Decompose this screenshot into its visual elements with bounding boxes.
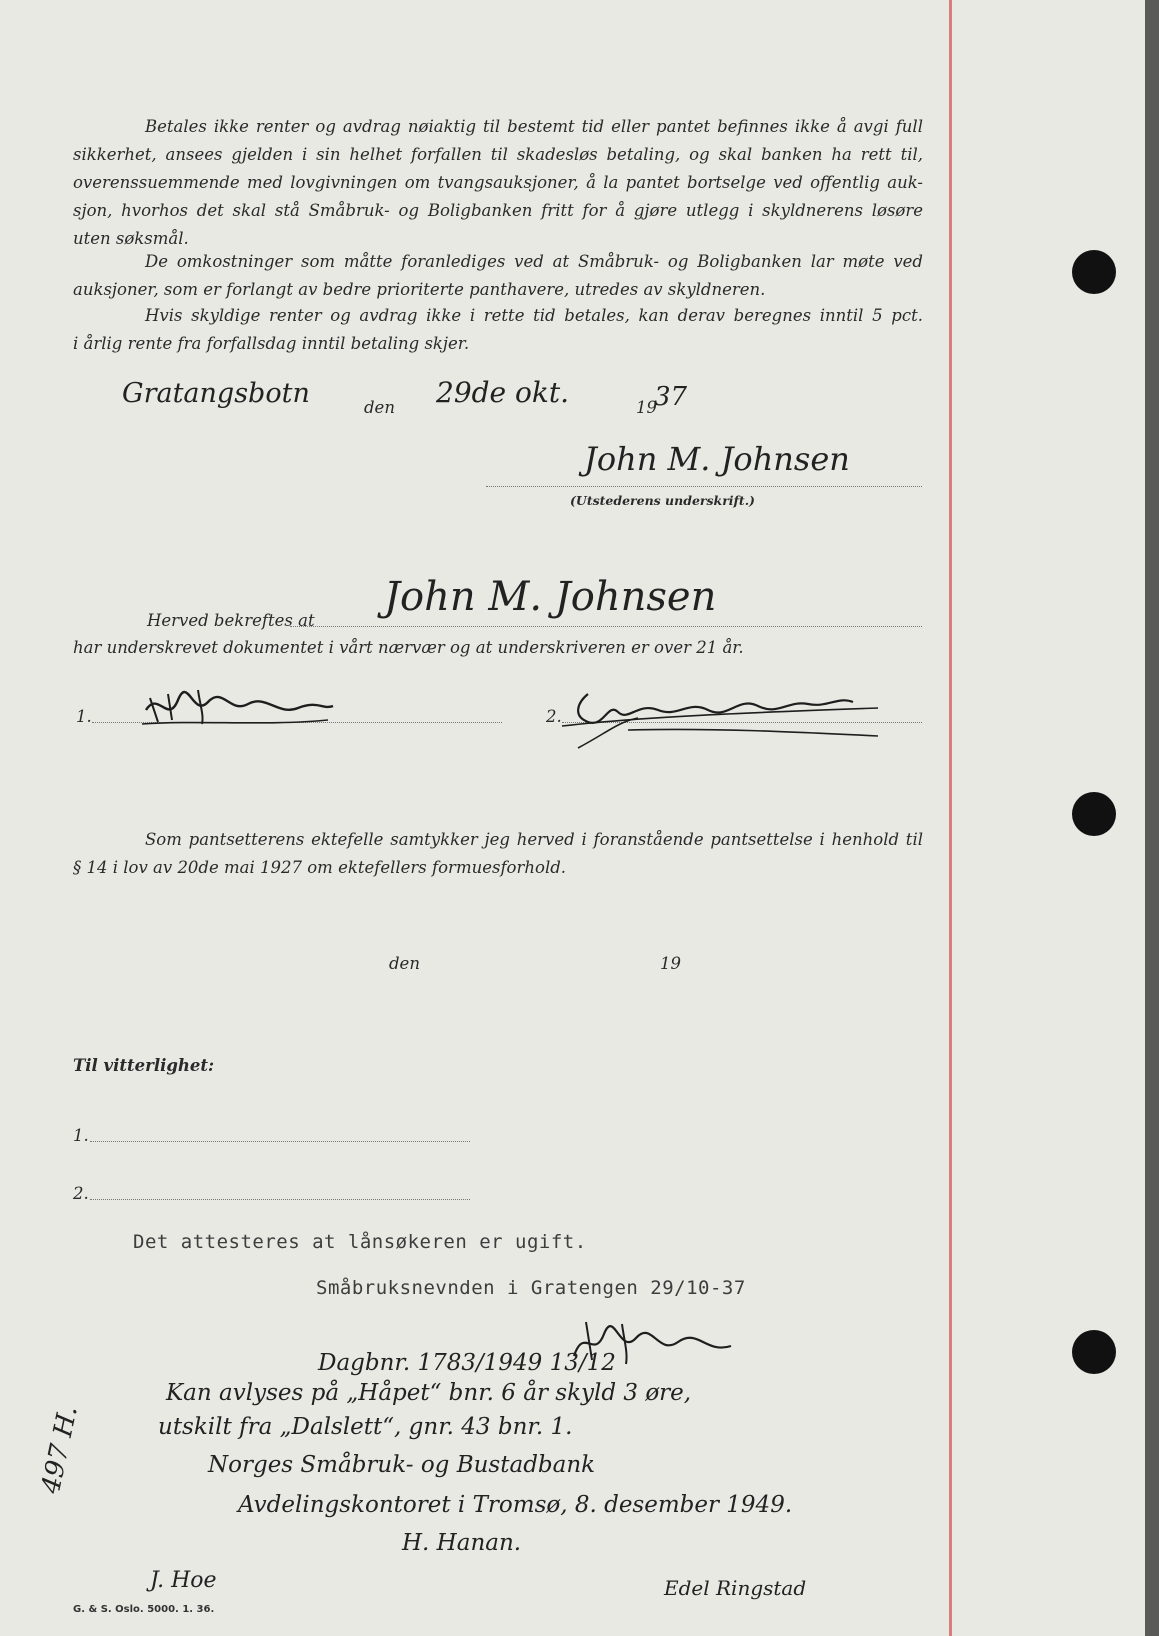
year-handwritten: 37 <box>654 382 688 412</box>
annotation-line-2: Kan avlyses på „Håpet“ bnr. 6 år skyld 3 øre, <box>166 1380 692 1406</box>
text-line: De omkostninger som måtte foranlediges ved at Småbruk- og Boligbanken lar møte ved <box>145 252 923 271</box>
typed-committee-date: Småbruksnevnden i Gratengen 29/10-37 <box>316 1277 746 1299</box>
confirm-text: har underskrevet dokumentet i vårt nærvær og at underskriveren er over 21 år. <box>73 638 744 657</box>
annotation-line-6: H. Hanan. <box>402 1530 522 1556</box>
witness-1-number: 1. <box>76 707 92 726</box>
signature-line <box>486 486 922 487</box>
text-line: auksjoner, som er forlangt av bedre prioriterte panthavere, utredes av skyldneren. <box>73 280 766 299</box>
annotation-line-5: Avdelingskontoret i Tromsø, 8. desember 1949. <box>238 1492 793 1518</box>
text-line: Som pantsetterens ektefelle samtykker jeg herved i foranstående pantsettelse i henhold til <box>145 830 923 849</box>
spouse-den-label: den <box>389 954 420 973</box>
text-line: sikkerhet, ansees gjelden i sin helhet forfallen til skadesløs betaling, og skal banken ha rett til, <box>73 145 923 164</box>
punch-hole-middle <box>1072 792 1116 836</box>
confirm-name-handwritten: John M. Johnsen <box>384 574 717 620</box>
name-line <box>290 626 922 627</box>
punch-hole-bottom <box>1072 1330 1116 1374</box>
issuer-signature: John M. Johnsen <box>584 440 850 478</box>
typed-attestation: Det attesteres at lånsøkeren er ugift. <box>133 1231 587 1253</box>
year-prefix: 19 <box>636 398 657 417</box>
date-handwritten: 29de okt. <box>436 376 569 409</box>
printer-imprint: G. & S. Oslo. 5000. 1. 36. <box>73 1604 215 1615</box>
annotation-signature <box>566 1316 736 1372</box>
paragraph-interest <box>73 302 923 358</box>
witness-2-number: 2. <box>546 707 562 726</box>
text-line: Hvis skyldige renter og avdrag ikke i rette tid betales, kan derav beregnes inntil 5 pct. <box>145 306 923 325</box>
issuer-caption: (Utstederens underskrift.) <box>570 493 755 508</box>
witness-slot-2: 2. <box>73 1184 89 1203</box>
den-label: den <box>364 398 395 417</box>
punch-hole-top <box>1072 250 1116 294</box>
text-line: i årlig rente fra forfallsdag inntil betaling skjer. <box>73 334 470 353</box>
text-line: sjon, hvorhos det skal stå Småbruk- og Boligbanken fritt for å gjøre utlegg i skyldnerens løsøre <box>73 201 923 220</box>
confirm-label: Herved bekreftes at <box>147 611 315 630</box>
spouse-year-prefix: 19 <box>660 954 681 973</box>
text-line: § 14 i lov av 20de mai 1927 om ektefellers formuesforhold. <box>73 858 567 877</box>
paragraph-spouse-consent <box>73 826 923 882</box>
witness-slot-1-line <box>90 1141 470 1142</box>
sign-left: J. Hoe <box>150 1568 217 1593</box>
witness-2-signature <box>548 682 888 752</box>
witness-heading: Til vitterlighet: <box>73 1056 215 1075</box>
witness-slot-2-line <box>90 1199 470 1200</box>
annotation-line-4: Norges Småbruk- og Bustadbank <box>208 1452 596 1478</box>
text-line: Betales ikke renter og avdrag nøiaktig til bestemt tid eller pantet befinnes ikke å avgi full <box>145 117 923 136</box>
witness-slot-1: 1. <box>73 1126 89 1145</box>
margin-note: 497 H. <box>36 1403 84 1497</box>
text-line: overenssuemmende med lovgivningen om tvangsauksjoner, å la pantet bortselge ved offentlig auk- <box>73 173 923 192</box>
place-handwritten: Gratangsbotn <box>122 378 310 409</box>
red-margin-line <box>949 0 952 1636</box>
annotation-journal-number: Dagbnr. 1783/1949 13/12 <box>318 1350 616 1376</box>
paragraph-costs <box>73 248 923 304</box>
text-line: uten søksmål. <box>73 229 189 248</box>
annotation-line-3: utskilt fra „Dalslett“, gnr. 43 bnr. 1. <box>158 1414 573 1440</box>
sign-right: Edel Ringstad <box>664 1576 807 1600</box>
paragraph-default-terms <box>73 113 923 253</box>
witness-1-signature <box>138 680 338 732</box>
